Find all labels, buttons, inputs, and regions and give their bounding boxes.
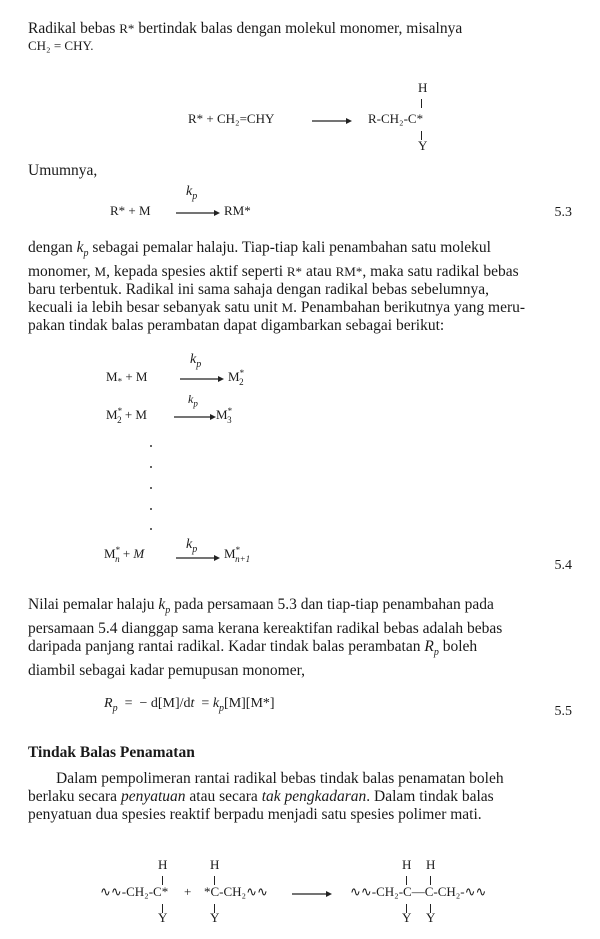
final-product-y-2: Y — [426, 910, 436, 925]
final-reactant-2: *C-CH₂∿∿ — [204, 884, 268, 899]
para1-line-2: monomer, M, kepada spesies aktif seperti R* atau RM*, maka satu radikal bebas — [28, 263, 519, 281]
eq53-number: 5.3 — [554, 205, 572, 220]
para2-line-2: persamaan 5.4 dianggap sama kerana kereaktifan radikal bebas adalah bebas — [28, 620, 503, 638]
final-product-h-2: H — [426, 857, 436, 872]
eq54-row1-arrow — [180, 375, 224, 383]
final-reactant-1: ∿∿-CH₂-C* — [100, 884, 169, 899]
final-product: ∿∿-CH₂-C—C-CH₂-∿∿ — [350, 884, 487, 899]
eq53-left: R* + M — [110, 203, 151, 218]
eq54-row1-right: $M^*_2$ — [228, 368, 245, 387]
section-heading: Tindak Balas Penamatan — [28, 744, 195, 761]
para3-line-3: penyatuan dua spesies reaktif berpadu menjadi satu spesies polimer mati. — [28, 806, 482, 823]
intro-line-1: Radikal bebas R* bertindak balas dengan molekul monomer, misalnya — [28, 20, 463, 37]
para2-line-3: daripada panjang rantai radikal. Kadar tindak balas perambatan $R_p$ boleh — [28, 638, 478, 659]
eq1-left: R* + CH₂=CHY — [188, 111, 275, 126]
ellipsis-dot — [150, 487, 152, 489]
eq54-number: 5.4 — [554, 558, 572, 573]
eq54-row2-arrow — [174, 413, 216, 421]
final-plus: + — [184, 884, 192, 899]
ellipsis-dot — [150, 466, 152, 468]
final-arrow — [292, 890, 332, 898]
final-y-2: Y — [210, 910, 220, 925]
eq53-arrow-label: $k_p$ — [186, 184, 198, 202]
eq53-arrow — [176, 209, 220, 217]
para3-line-2: berlaku secara penyatuan atau secara tak pengkadaran. Dalam tindak balas — [28, 788, 494, 805]
umumnya-text: Umumnya, — [28, 162, 98, 179]
intro-line-2: CH₂ = CHY. — [28, 38, 94, 53]
eq1-bond-top — [421, 95, 422, 113]
eq54-row1-arrow-label: $k_p$ — [190, 352, 202, 370]
eq55: $R_p$ = − $d[M]/dt = k_p[M][M*]$ — [104, 696, 275, 714]
eq1-bottom-sub: Y — [418, 138, 428, 153]
eq1-right: R-CH₂-C* — [368, 111, 424, 126]
ellipsis-dot — [150, 445, 152, 447]
para2-line-4: diambil sebagai kadar pemupusan monomer, — [28, 662, 306, 680]
eq54-row3-arrow-label: $k_p$ — [186, 537, 198, 555]
paragraph-1 — [28, 239, 581, 335]
paragraph-3 — [28, 770, 581, 824]
eq53-right: RM* — [224, 203, 251, 218]
para2-line-1: Nilai pemalar halaju $k_p$ pada persamaan 5.3 dan tiap-tiap penambahan pada — [28, 596, 494, 617]
eq55-number: 5.5 — [554, 704, 572, 719]
eq54-row2-arrow-label: $k_p$ — [188, 392, 198, 409]
final-h-1: H — [158, 857, 168, 872]
eq54-row3-arrow — [176, 554, 220, 562]
ellipsis-dot — [150, 508, 152, 510]
para3-line-1: Dalam pempolimeran rantai radikal bebas tindak balas penamatan boleh — [56, 770, 504, 787]
para1-line-5: pakan tindak balas perambatan dapat digambarkan sebagai berikut: — [28, 317, 445, 335]
ellipsis-dot — [150, 528, 152, 530]
final-y-1: Y — [158, 910, 168, 925]
para1-line-1: dengan $k_p$ sebagai pemalar halaju. Tiap-tiap kali penambahan satu molekul — [28, 239, 491, 260]
eq54-row2-left: $M^*_2 + M$ — [106, 406, 147, 425]
eq54-row3-right: $M^*_{n+1}$ — [224, 545, 251, 564]
eq54-row1-left: $M_* + M$ — [106, 369, 148, 387]
eq54-row3-left: $M^*_n + M$ — [104, 545, 145, 564]
eq1-top-sub: H — [418, 80, 428, 95]
final-product-h-1: H — [402, 857, 412, 872]
para1-line-3: baru terbentuk. Radikal ini sama sahaja dengan radikal bebas sebelumnya, — [28, 281, 489, 299]
para1-line-4: kecuali ia lebih besar sebanyak satu unit M. Penambahan berikutnya yang meru- — [28, 299, 526, 317]
paragraph-2 — [28, 596, 581, 680]
eq1-arrow — [312, 117, 352, 125]
final-h-2: H — [210, 857, 220, 872]
final-product-y-1: Y — [402, 910, 412, 925]
eq54-row2-right: $M^*_3$ — [216, 406, 233, 425]
